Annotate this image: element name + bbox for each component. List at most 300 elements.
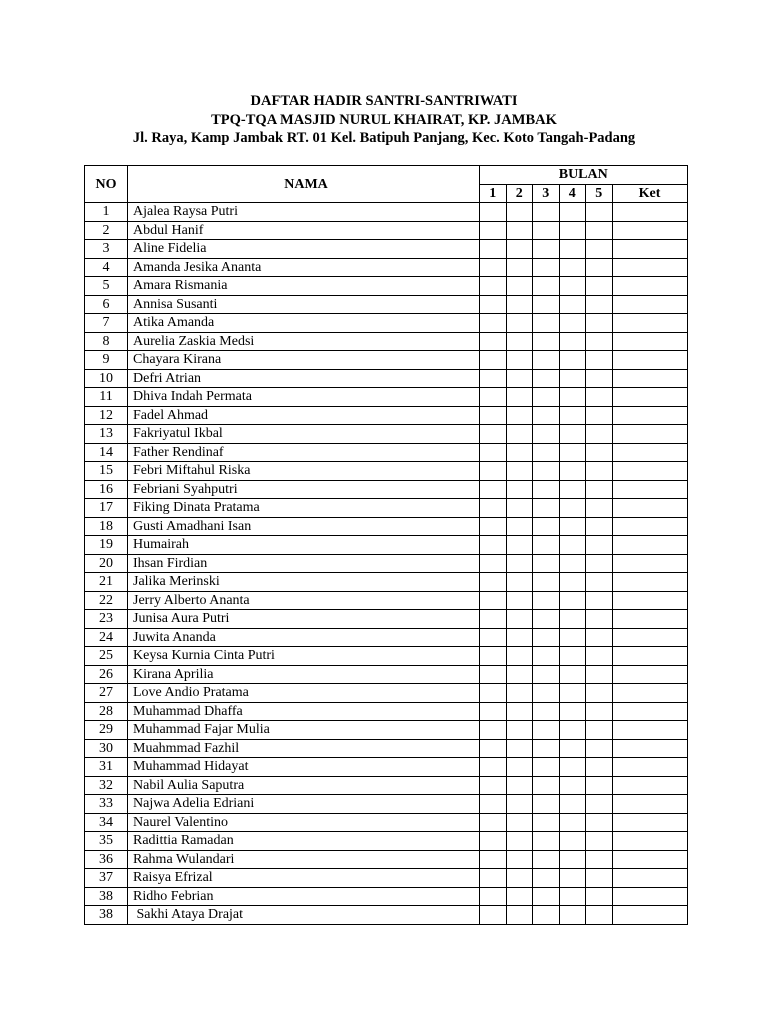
attendance-table (84, 165, 688, 925)
attendance-cell-month-1[interactable] (480, 813, 507, 832)
attendance-cell-month-4[interactable] (559, 221, 586, 240)
attendance-cell-month-2[interactable] (506, 462, 533, 481)
attendance-cell-month-1[interactable] (480, 388, 507, 407)
attendance-cell-month-4[interactable] (559, 499, 586, 518)
attendance-cell-month-5[interactable] (586, 277, 613, 296)
attendance-cell-month-5[interactable] (586, 869, 613, 888)
attendance-cell-month-2[interactable] (506, 388, 533, 407)
attendance-cell-month-1[interactable] (480, 850, 507, 869)
ket-cell[interactable] (612, 517, 687, 536)
ket-cell[interactable] (612, 295, 687, 314)
student-name: Kirana Aprilia (128, 665, 480, 684)
attendance-cell-month-5[interactable] (586, 758, 613, 777)
student-name: Muhammad Fajar Mulia (128, 721, 480, 740)
attendance-cell-month-3[interactable] (533, 536, 560, 555)
attendance-cell-month-3[interactable] (533, 443, 560, 462)
attendance-cell-month-5[interactable] (586, 443, 613, 462)
attendance-cell-month-4[interactable] (559, 610, 586, 629)
attendance-cell-month-5[interactable] (586, 554, 613, 573)
attendance-cell-month-3[interactable] (533, 425, 560, 444)
attendance-cell-month-4[interactable] (559, 388, 586, 407)
ket-cell[interactable] (612, 462, 687, 481)
attendance-cell-month-4[interactable] (559, 795, 586, 814)
row-number: 38 (85, 906, 128, 925)
student-name: Muahmmad Fazhil (128, 739, 480, 758)
attendance-cell-month-4[interactable] (559, 554, 586, 573)
attendance-cell-month-1[interactable] (480, 536, 507, 555)
student-name: Raisya Efrizal (128, 869, 480, 888)
attendance-cell-month-4[interactable] (559, 351, 586, 370)
attendance-cell-month-2[interactable] (506, 610, 533, 629)
table-row (85, 369, 688, 388)
attendance-cell-month-2[interactable] (506, 647, 533, 666)
student-name: Fadel Ahmad (128, 406, 480, 425)
attendance-cell-month-5[interactable] (586, 573, 613, 592)
ket-cell[interactable] (612, 887, 687, 906)
attendance-cell-month-4[interactable] (559, 295, 586, 314)
student-name: Annisa Susanti (128, 295, 480, 314)
attendance-cell-month-3[interactable] (533, 517, 560, 536)
attendance-cell-month-2[interactable] (506, 536, 533, 555)
ket-cell[interactable] (612, 628, 687, 647)
attendance-cell-month-2[interactable] (506, 628, 533, 647)
attendance-cell-month-3[interactable] (533, 795, 560, 814)
attendance-cell-month-5[interactable] (586, 832, 613, 851)
ket-cell[interactable] (612, 332, 687, 351)
attendance-cell-month-1[interactable] (480, 869, 507, 888)
attendance-cell-month-3[interactable] (533, 277, 560, 296)
attendance-cell-month-1[interactable] (480, 739, 507, 758)
ket-cell[interactable] (612, 314, 687, 333)
attendance-cell-month-5[interactable] (586, 369, 613, 388)
attendance-cell-month-2[interactable] (506, 258, 533, 277)
attendance-cell-month-3[interactable] (533, 406, 560, 425)
ket-cell[interactable] (612, 776, 687, 795)
attendance-table-body (85, 203, 688, 925)
attendance-cell-month-2[interactable] (506, 758, 533, 777)
ket-cell[interactable] (612, 721, 687, 740)
attendance-cell-month-2[interactable] (506, 406, 533, 425)
attendance-cell-month-3[interactable] (533, 499, 560, 518)
attendance-cell-month-2[interactable] (506, 869, 533, 888)
attendance-cell-month-2[interactable] (506, 850, 533, 869)
attendance-cell-month-4[interactable] (559, 314, 586, 333)
attendance-cell-month-3[interactable] (533, 628, 560, 647)
row-number: 20 (85, 554, 128, 573)
ket-cell[interactable] (612, 684, 687, 703)
attendance-cell-month-2[interactable] (506, 480, 533, 499)
ket-cell[interactable] (612, 406, 687, 425)
attendance-cell-month-3[interactable] (533, 739, 560, 758)
attendance-cell-month-2[interactable] (506, 573, 533, 592)
attendance-cell-month-3[interactable] (533, 240, 560, 259)
attendance-cell-month-4[interactable] (559, 684, 586, 703)
attendance-cell-month-2[interactable] (506, 314, 533, 333)
attendance-cell-month-5[interactable] (586, 702, 613, 721)
attendance-cell-month-2[interactable] (506, 832, 533, 851)
student-name: Atika Amanda (128, 314, 480, 333)
ket-cell[interactable] (612, 425, 687, 444)
attendance-cell-month-3[interactable] (533, 758, 560, 777)
attendance-cell-month-5[interactable] (586, 480, 613, 499)
attendance-cell-month-2[interactable] (506, 517, 533, 536)
ket-cell[interactable] (612, 536, 687, 555)
attendance-cell-month-5[interactable] (586, 850, 613, 869)
attendance-cell-month-1[interactable] (480, 665, 507, 684)
attendance-cell-month-1[interactable] (480, 721, 507, 740)
row-number: 8 (85, 332, 128, 351)
attendance-cell-month-3[interactable] (533, 684, 560, 703)
attendance-cell-month-3[interactable] (533, 906, 560, 925)
attendance-cell-month-5[interactable] (586, 739, 613, 758)
attendance-cell-month-1[interactable] (480, 906, 507, 925)
ket-cell[interactable] (612, 591, 687, 610)
attendance-cell-month-2[interactable] (506, 351, 533, 370)
attendance-cell-month-2[interactable] (506, 203, 533, 222)
attendance-cell-month-4[interactable] (559, 832, 586, 851)
attendance-cell-month-4[interactable] (559, 240, 586, 259)
attendance-cell-month-4[interactable] (559, 536, 586, 555)
attendance-cell-month-5[interactable] (586, 776, 613, 795)
table-row (85, 443, 688, 462)
attendance-cell-month-2[interactable] (506, 776, 533, 795)
ket-cell[interactable] (612, 277, 687, 296)
ket-cell[interactable] (612, 850, 687, 869)
ket-cell[interactable] (612, 906, 687, 925)
attendance-cell-month-4[interactable] (559, 813, 586, 832)
ket-cell[interactable] (612, 480, 687, 499)
row-number: 21 (85, 573, 128, 592)
student-name: Fiking Dinata Pratama (128, 499, 480, 518)
attendance-cell-month-1[interactable] (480, 369, 507, 388)
row-number: 7 (85, 314, 128, 333)
attendance-cell-month-3[interactable] (533, 203, 560, 222)
table-row (85, 850, 688, 869)
table-row (85, 351, 688, 370)
attendance-cell-month-2[interactable] (506, 591, 533, 610)
attendance-cell-month-3[interactable] (533, 832, 560, 851)
attendance-cell-month-4[interactable] (559, 203, 586, 222)
table-row (85, 240, 688, 259)
attendance-cell-month-4[interactable] (559, 425, 586, 444)
ket-cell[interactable] (612, 351, 687, 370)
attendance-cell-month-5[interactable] (586, 221, 613, 240)
table-row (85, 702, 688, 721)
ket-cell[interactable] (612, 869, 687, 888)
row-number: 19 (85, 536, 128, 555)
table-row (85, 906, 688, 925)
attendance-cell-month-2[interactable] (506, 813, 533, 832)
attendance-cell-month-1[interactable] (480, 314, 507, 333)
attendance-cell-month-5[interactable] (586, 591, 613, 610)
attendance-cell-month-3[interactable] (533, 869, 560, 888)
attendance-table-header (85, 166, 688, 203)
attendance-cell-month-5[interactable] (586, 388, 613, 407)
attendance-cell-month-1[interactable] (480, 517, 507, 536)
row-number: 18 (85, 517, 128, 536)
student-name: Ridho Febrian (128, 887, 480, 906)
attendance-cell-month-1[interactable] (480, 240, 507, 259)
attendance-cell-month-1[interactable] (480, 443, 507, 462)
document-header (0, 92, 768, 148)
attendance-cell-month-4[interactable] (559, 277, 586, 296)
row-number: 33 (85, 795, 128, 814)
row-number: 2 (85, 221, 128, 240)
attendance-cell-month-1[interactable] (480, 203, 507, 222)
attendance-cell-month-4[interactable] (559, 739, 586, 758)
table-row (85, 517, 688, 536)
attendance-cell-month-5[interactable] (586, 425, 613, 444)
attendance-cell-month-3[interactable] (533, 702, 560, 721)
ket-cell[interactable] (612, 647, 687, 666)
attendance-cell-month-3[interactable] (533, 573, 560, 592)
attendance-cell-month-5[interactable] (586, 258, 613, 277)
attendance-cell-month-3[interactable] (533, 647, 560, 666)
attendance-cell-month-3[interactable] (533, 258, 560, 277)
attendance-cell-month-1[interactable] (480, 332, 507, 351)
attendance-cell-month-5[interactable] (586, 887, 613, 906)
attendance-cell-month-3[interactable] (533, 665, 560, 684)
attendance-cell-month-2[interactable] (506, 240, 533, 259)
attendance-cell-month-3[interactable] (533, 591, 560, 610)
attendance-cell-month-3[interactable] (533, 610, 560, 629)
student-name: Nabil Aulia Saputra (128, 776, 480, 795)
attendance-cell-month-4[interactable] (559, 702, 586, 721)
attendance-cell-month-4[interactable] (559, 758, 586, 777)
attendance-cell-month-3[interactable] (533, 314, 560, 333)
attendance-cell-month-4[interactable] (559, 591, 586, 610)
attendance-cell-month-5[interactable] (586, 813, 613, 832)
ket-cell[interactable] (612, 221, 687, 240)
attendance-cell-month-1[interactable] (480, 406, 507, 425)
student-name: Amara Rismania (128, 277, 480, 296)
ket-cell[interactable] (612, 573, 687, 592)
table-row (85, 832, 688, 851)
table-row (85, 610, 688, 629)
attendance-cell-month-1[interactable] (480, 776, 507, 795)
attendance-cell-month-2[interactable] (506, 739, 533, 758)
row-number: 14 (85, 443, 128, 462)
header-month-1: 1 (480, 184, 507, 203)
attendance-cell-month-1[interactable] (480, 758, 507, 777)
attendance-cell-month-4[interactable] (559, 869, 586, 888)
ket-cell[interactable] (612, 832, 687, 851)
ket-cell[interactable] (612, 610, 687, 629)
table-row (85, 388, 688, 407)
attendance-cell-month-3[interactable] (533, 332, 560, 351)
row-number: 16 (85, 480, 128, 499)
attendance-cell-month-1[interactable] (480, 295, 507, 314)
attendance-cell-month-2[interactable] (506, 702, 533, 721)
attendance-cell-month-3[interactable] (533, 813, 560, 832)
attendance-cell-month-1[interactable] (480, 684, 507, 703)
attendance-cell-month-5[interactable] (586, 721, 613, 740)
ket-cell[interactable] (612, 758, 687, 777)
attendance-cell-month-5[interactable] (586, 351, 613, 370)
attendance-cell-month-3[interactable] (533, 369, 560, 388)
attendance-cell-month-4[interactable] (559, 906, 586, 925)
attendance-cell-month-3[interactable] (533, 388, 560, 407)
ket-cell[interactable] (612, 665, 687, 684)
attendance-cell-month-3[interactable] (533, 554, 560, 573)
attendance-cell-month-3[interactable] (533, 462, 560, 481)
attendance-cell-month-2[interactable] (506, 906, 533, 925)
attendance-cell-month-2[interactable] (506, 684, 533, 703)
ket-cell[interactable] (612, 499, 687, 518)
student-name: Defri Atrian (128, 369, 480, 388)
attendance-cell-month-4[interactable] (559, 721, 586, 740)
attendance-cell-month-1[interactable] (480, 480, 507, 499)
attendance-cell-month-1[interactable] (480, 795, 507, 814)
attendance-cell-month-5[interactable] (586, 314, 613, 333)
attendance-cell-month-1[interactable] (480, 702, 507, 721)
attendance-cell-month-5[interactable] (586, 684, 613, 703)
attendance-cell-month-4[interactable] (559, 887, 586, 906)
attendance-cell-month-4[interactable] (559, 647, 586, 666)
row-number: 6 (85, 295, 128, 314)
table-row (85, 628, 688, 647)
row-number: 11 (85, 388, 128, 407)
attendance-cell-month-2[interactable] (506, 554, 533, 573)
attendance-cell-month-3[interactable] (533, 480, 560, 499)
attendance-cell-month-3[interactable] (533, 776, 560, 795)
attendance-cell-month-1[interactable] (480, 610, 507, 629)
attendance-cell-month-4[interactable] (559, 332, 586, 351)
attendance-cell-month-1[interactable] (480, 591, 507, 610)
student-name: Febri Miftahul Riska (128, 462, 480, 481)
attendance-cell-month-4[interactable] (559, 406, 586, 425)
attendance-cell-month-2[interactable] (506, 443, 533, 462)
attendance-cell-month-2[interactable] (506, 295, 533, 314)
table-row (85, 776, 688, 795)
row-number: 30 (85, 739, 128, 758)
attendance-cell-month-4[interactable] (559, 480, 586, 499)
header-month-3: 3 (533, 184, 560, 203)
institution-name: TPQ-TQA MASJID NURUL KHAIRAT, KP. JAMBAK (211, 111, 557, 128)
attendance-cell-month-4[interactable] (559, 665, 586, 684)
attendance-cell-month-2[interactable] (506, 332, 533, 351)
student-name: Gusti Amadhani Isan (128, 517, 480, 536)
ket-cell[interactable] (612, 813, 687, 832)
attendance-cell-month-1[interactable] (480, 425, 507, 444)
table-row (85, 647, 688, 666)
attendance-cell-month-1[interactable] (480, 554, 507, 573)
student-name: Febriani Syahputri (128, 480, 480, 499)
ket-cell[interactable] (612, 795, 687, 814)
attendance-cell-month-3[interactable] (533, 850, 560, 869)
row-number: 25 (85, 647, 128, 666)
attendance-cell-month-5[interactable] (586, 499, 613, 518)
attendance-cell-month-2[interactable] (506, 721, 533, 740)
attendance-cell-month-4[interactable] (559, 573, 586, 592)
student-name: Love Andio Pratama (128, 684, 480, 703)
row-number: 23 (85, 610, 128, 629)
table-row (85, 536, 688, 555)
attendance-cell-month-5[interactable] (586, 203, 613, 222)
attendance-cell-month-2[interactable] (506, 369, 533, 388)
attendance-cell-month-4[interactable] (559, 850, 586, 869)
attendance-cell-month-5[interactable] (586, 332, 613, 351)
attendance-cell-month-1[interactable] (480, 832, 507, 851)
attendance-cell-month-3[interactable] (533, 351, 560, 370)
ket-cell[interactable] (612, 739, 687, 758)
attendance-cell-month-5[interactable] (586, 462, 613, 481)
attendance-cell-month-2[interactable] (506, 277, 533, 296)
attendance-cell-month-5[interactable] (586, 628, 613, 647)
attendance-cell-month-4[interactable] (559, 369, 586, 388)
attendance-cell-month-5[interactable] (586, 665, 613, 684)
student-name: Aline Fidelia (128, 240, 480, 259)
attendance-cell-month-1[interactable] (480, 258, 507, 277)
attendance-cell-month-3[interactable] (533, 887, 560, 906)
row-number: 22 (85, 591, 128, 610)
table-row (85, 277, 688, 296)
attendance-cell-month-4[interactable] (559, 258, 586, 277)
attendance-cell-month-5[interactable] (586, 795, 613, 814)
attendance-cell-month-5[interactable] (586, 647, 613, 666)
attendance-cell-month-1[interactable] (480, 573, 507, 592)
attendance-cell-month-4[interactable] (559, 462, 586, 481)
ket-cell[interactable] (612, 369, 687, 388)
attendance-cell-month-1[interactable] (480, 628, 507, 647)
attendance-cell-month-3[interactable] (533, 221, 560, 240)
ket-cell[interactable] (612, 443, 687, 462)
attendance-cell-month-5[interactable] (586, 536, 613, 555)
attendance-cell-month-1[interactable] (480, 221, 507, 240)
attendance-cell-month-5[interactable] (586, 240, 613, 259)
attendance-cell-month-1[interactable] (480, 462, 507, 481)
attendance-cell-month-2[interactable] (506, 221, 533, 240)
attendance-cell-month-5[interactable] (586, 610, 613, 629)
ket-cell[interactable] (612, 554, 687, 573)
attendance-cell-month-2[interactable] (506, 499, 533, 518)
attendance-cell-month-5[interactable] (586, 906, 613, 925)
attendance-cell-month-1[interactable] (480, 499, 507, 518)
student-name: Abdul Hanif (128, 221, 480, 240)
ket-cell[interactable] (612, 388, 687, 407)
attendance-cell-month-1[interactable] (480, 887, 507, 906)
table-row (85, 795, 688, 814)
ket-cell[interactable] (612, 240, 687, 259)
attendance-cell-month-5[interactable] (586, 295, 613, 314)
row-number: 15 (85, 462, 128, 481)
attendance-cell-month-3[interactable] (533, 295, 560, 314)
attendance-cell-month-4[interactable] (559, 517, 586, 536)
attendance-cell-month-4[interactable] (559, 443, 586, 462)
table-row (85, 758, 688, 777)
attendance-cell-month-1[interactable] (480, 647, 507, 666)
attendance-cell-month-2[interactable] (506, 665, 533, 684)
student-name: Aurelia Zaskia Medsi (128, 332, 480, 351)
ket-cell[interactable] (612, 258, 687, 277)
attendance-cell-month-2[interactable] (506, 795, 533, 814)
attendance-cell-month-4[interactable] (559, 776, 586, 795)
attendance-cell-month-3[interactable] (533, 721, 560, 740)
table-row (85, 221, 688, 240)
attendance-cell-month-1[interactable] (480, 351, 507, 370)
attendance-cell-month-1[interactable] (480, 277, 507, 296)
ket-cell[interactable] (612, 702, 687, 721)
student-name: Ajalea Raysa Putri (128, 203, 480, 222)
attendance-cell-month-2[interactable] (506, 425, 533, 444)
row-number: 13 (85, 425, 128, 444)
student-name: Juwita Ananda (128, 628, 480, 647)
ket-cell[interactable] (612, 203, 687, 222)
attendance-cell-month-5[interactable] (586, 406, 613, 425)
attendance-cell-month-4[interactable] (559, 628, 586, 647)
attendance-cell-month-5[interactable] (586, 517, 613, 536)
attendance-cell-month-2[interactable] (506, 887, 533, 906)
